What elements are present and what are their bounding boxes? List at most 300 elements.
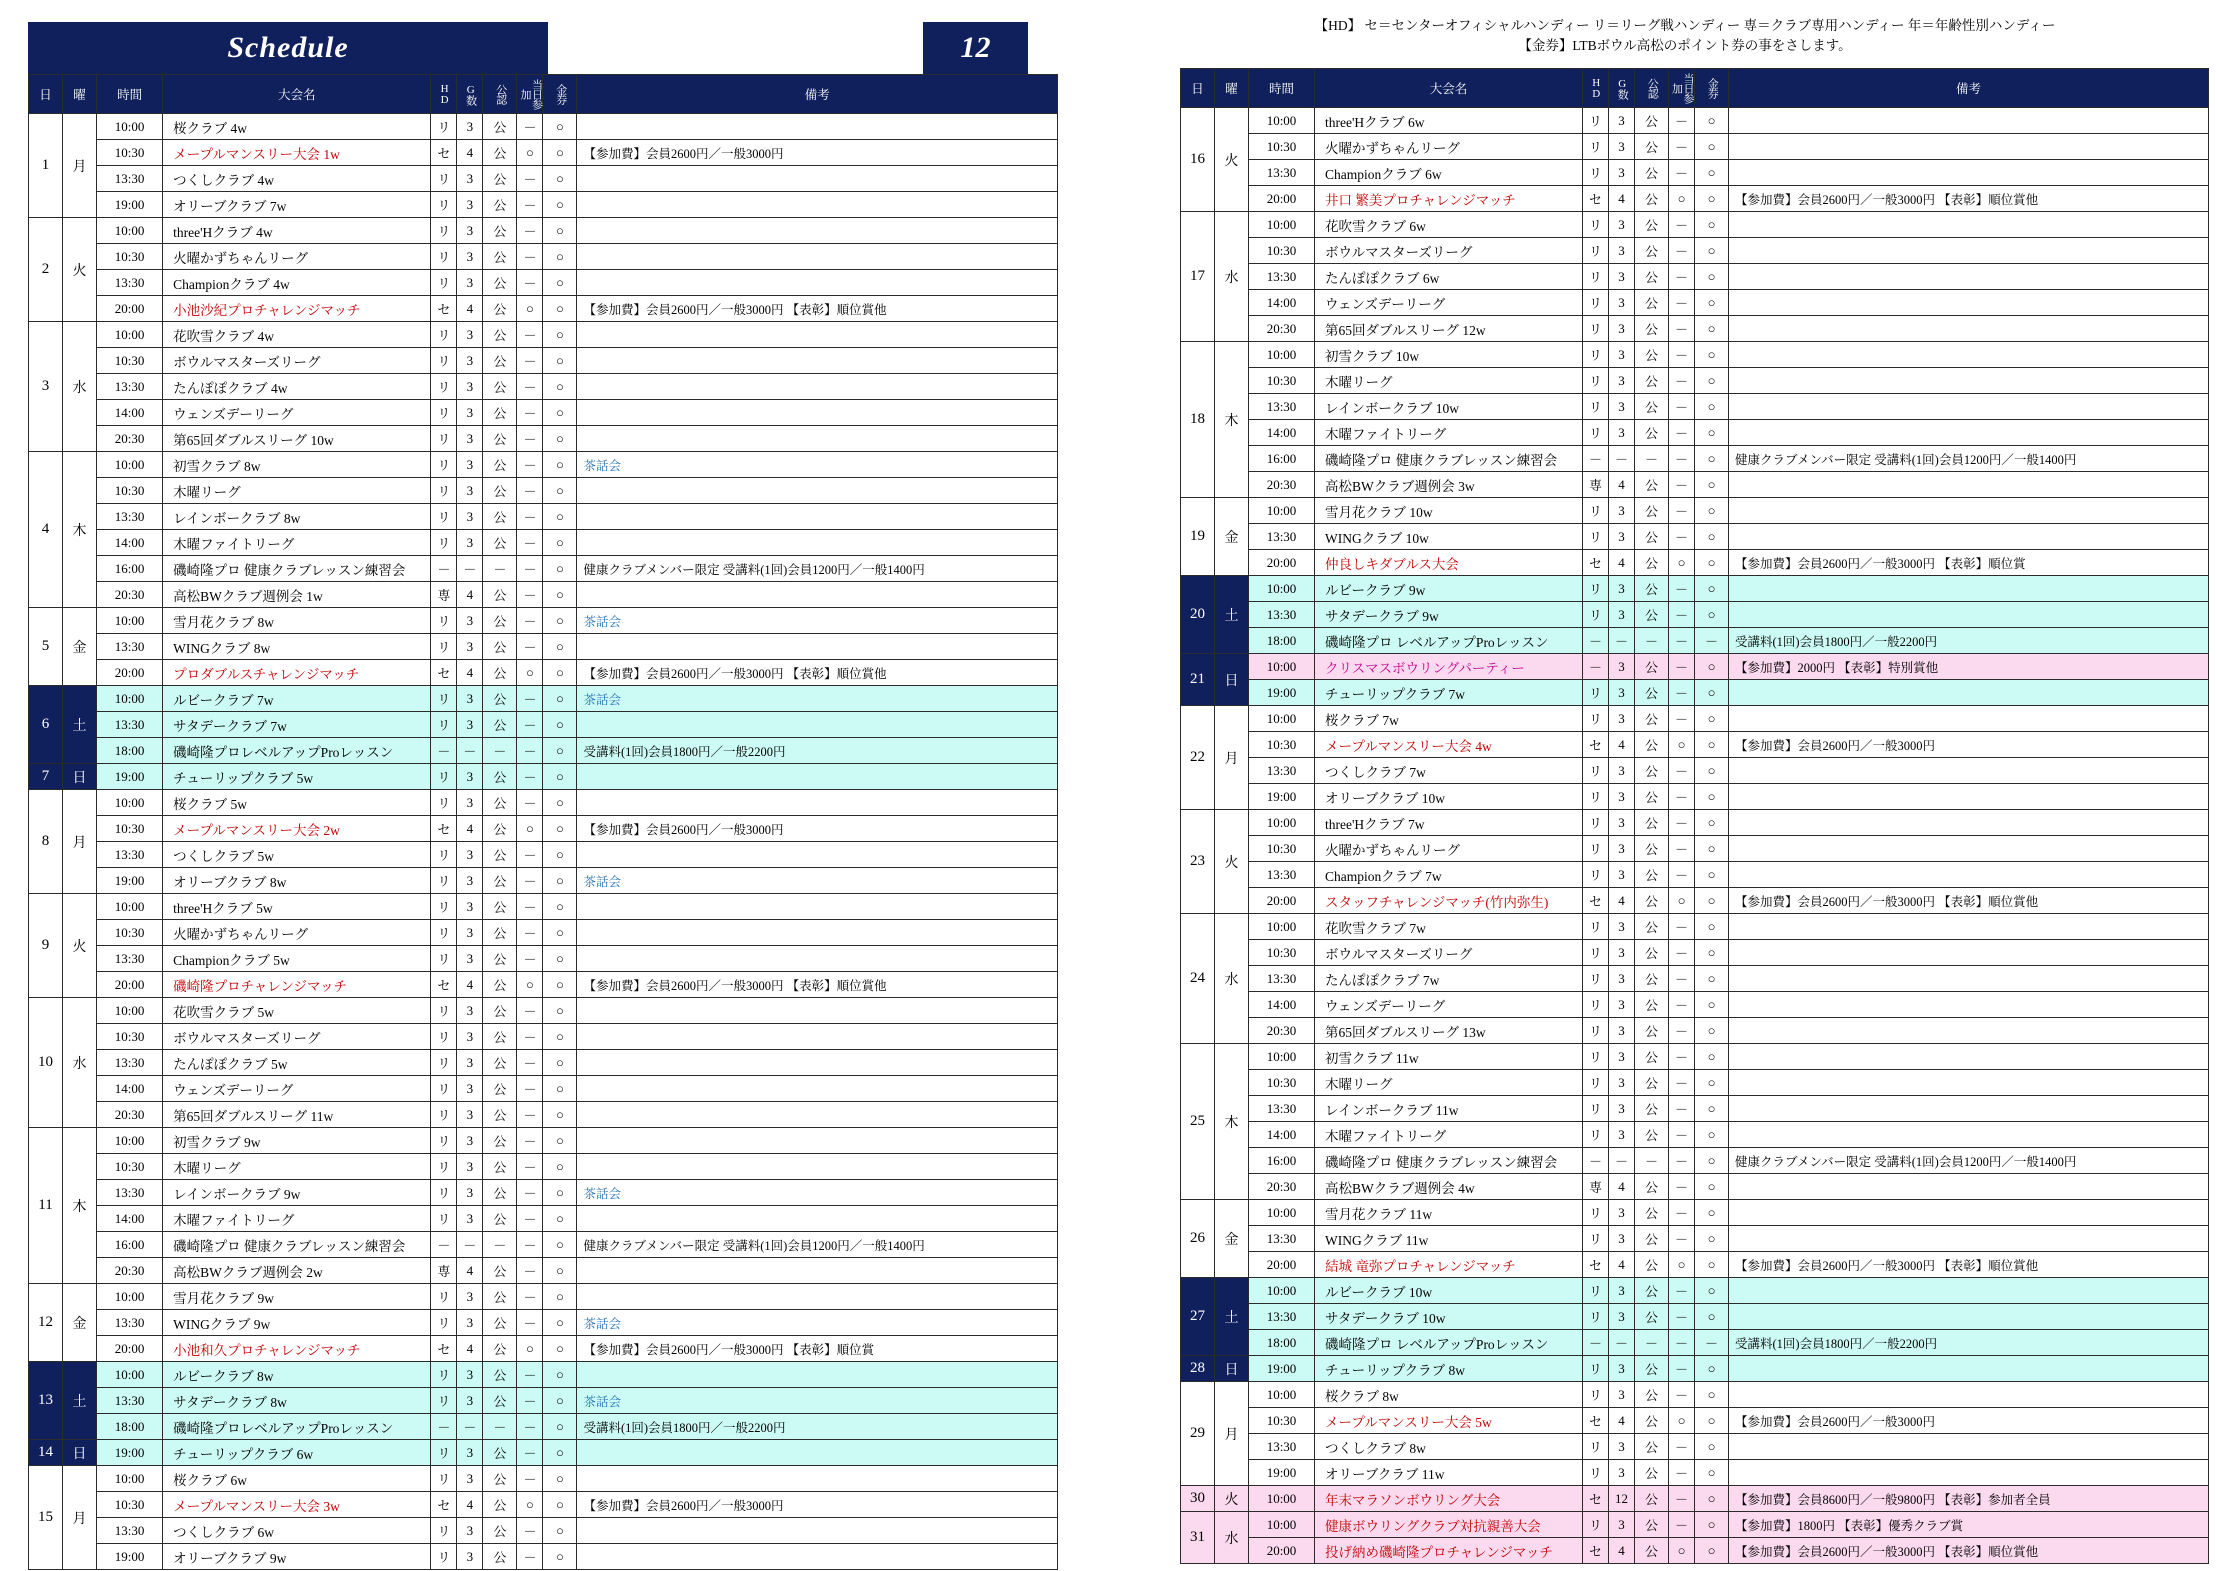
official-flag: 公 bbox=[1635, 1356, 1669, 1382]
schedule-banner bbox=[28, 22, 1058, 74]
coupon-flag: ○ bbox=[1695, 368, 1729, 394]
schedule-row bbox=[29, 1440, 1058, 1466]
coupon-flag: ○ bbox=[543, 790, 577, 816]
game-count: 4 bbox=[1609, 1408, 1635, 1434]
official-flag: 公 bbox=[1635, 966, 1669, 992]
day-number: 6 bbox=[29, 686, 63, 764]
game-count: 3 bbox=[457, 270, 483, 296]
schedule-row bbox=[1181, 342, 2209, 368]
event-name: スタッフチャレンジマッチ(竹内弥生) bbox=[1315, 888, 1583, 914]
coupon-flag: ○ bbox=[543, 842, 577, 868]
same-day-entry: － bbox=[517, 712, 543, 738]
event-note bbox=[1729, 342, 2209, 368]
handicap-type: リ bbox=[431, 530, 457, 556]
event-time: 19:00 bbox=[1249, 1460, 1315, 1486]
same-day-entry: － bbox=[1669, 1122, 1695, 1148]
coupon-flag: ○ bbox=[543, 140, 577, 166]
same-day-entry: － bbox=[517, 738, 543, 764]
event-time: 13:30 bbox=[1249, 602, 1315, 628]
official-flag: 公 bbox=[483, 322, 517, 348]
header-coupon: 金券 bbox=[543, 75, 577, 114]
header-hd: HD bbox=[1583, 69, 1609, 108]
coupon-flag: ○ bbox=[543, 738, 577, 764]
game-count: 4 bbox=[1609, 1252, 1635, 1278]
day-of-week: 木 bbox=[63, 452, 97, 608]
event-time: 10:00 bbox=[97, 1362, 163, 1388]
event-name: 火曜かずちゃんリーグ bbox=[1315, 134, 1583, 160]
game-count: 3 bbox=[457, 1310, 483, 1336]
event-name: Championクラブ 6w bbox=[1315, 160, 1583, 186]
event-note bbox=[577, 478, 1058, 504]
day-number: 13 bbox=[29, 1362, 63, 1440]
handicap-type: リ bbox=[431, 686, 457, 712]
day-of-week: 日 bbox=[1215, 654, 1249, 706]
schedule-row bbox=[29, 816, 1058, 842]
same-day-entry: － bbox=[1669, 966, 1695, 992]
schedule-row bbox=[1181, 420, 2209, 446]
handicap-type: リ bbox=[431, 1128, 457, 1154]
same-day-entry: ○ bbox=[1669, 732, 1695, 758]
event-note bbox=[577, 998, 1058, 1024]
coupon-flag: ○ bbox=[543, 1102, 577, 1128]
schedule-body-left bbox=[29, 114, 1058, 1570]
same-day-entry: － bbox=[517, 1258, 543, 1284]
event-note: 【参加費】会員2600円／一般3000円 【表彰】順位賞他 bbox=[1729, 1252, 2209, 1278]
event-note bbox=[1729, 1122, 2209, 1148]
event-name: つくしクラブ 7w bbox=[1315, 758, 1583, 784]
same-day-entry: － bbox=[517, 1180, 543, 1206]
game-count: 3 bbox=[457, 1544, 483, 1570]
schedule-row bbox=[1181, 394, 2209, 420]
event-name: three'Hクラブ 4w bbox=[163, 218, 431, 244]
schedule-row bbox=[29, 270, 1058, 296]
schedule-row bbox=[29, 192, 1058, 218]
event-time: 20:00 bbox=[1249, 888, 1315, 914]
event-time: 10:00 bbox=[1249, 212, 1315, 238]
event-name: クリスマスボウリングパーティー bbox=[1315, 654, 1583, 680]
event-note: 【参加費】会員2600円／一般3000円 bbox=[577, 1492, 1058, 1518]
event-time: 20:00 bbox=[1249, 1538, 1315, 1564]
event-name: 第65回ダブルスリーグ 13w bbox=[1315, 1018, 1583, 1044]
event-note: 【参加費】会員2600円／一般3000円 【表彰】順位賞 bbox=[577, 1336, 1058, 1362]
event-note bbox=[577, 400, 1058, 426]
event-time: 19:00 bbox=[1249, 1356, 1315, 1382]
event-time: 10:00 bbox=[97, 218, 163, 244]
game-count: 3 bbox=[457, 504, 483, 530]
game-count: 3 bbox=[1609, 212, 1635, 238]
event-name: つくしクラブ 5w bbox=[163, 842, 431, 868]
schedule-row bbox=[29, 660, 1058, 686]
event-name: サタデークラブ 8w bbox=[163, 1388, 431, 1414]
day-number: 30 bbox=[1181, 1486, 1215, 1512]
official-flag: 公 bbox=[483, 374, 517, 400]
official-flag: 公 bbox=[1635, 186, 1669, 212]
coupon-flag: ○ bbox=[1695, 940, 1729, 966]
event-time: 13:30 bbox=[1249, 1434, 1315, 1460]
official-flag: 公 bbox=[483, 712, 517, 738]
event-time: 13:30 bbox=[97, 712, 163, 738]
game-count: 3 bbox=[1609, 1070, 1635, 1096]
official-flag: 公 bbox=[1635, 420, 1669, 446]
game-count: 3 bbox=[1609, 1460, 1635, 1486]
handicap-type: リ bbox=[1583, 524, 1609, 550]
event-name: ボウルマスターズリーグ bbox=[163, 1024, 431, 1050]
event-note bbox=[577, 764, 1058, 790]
coupon-flag: ○ bbox=[543, 686, 577, 712]
same-day-entry: － bbox=[1669, 290, 1695, 316]
game-count: 4 bbox=[1609, 1174, 1635, 1200]
event-time: 10:00 bbox=[97, 114, 163, 140]
coupon-flag: ○ bbox=[1695, 758, 1729, 784]
day-of-week: 水 bbox=[63, 998, 97, 1128]
game-count: 3 bbox=[1609, 134, 1635, 160]
game-count: 3 bbox=[457, 608, 483, 634]
day-of-week: 水 bbox=[1215, 1512, 1249, 1564]
schedule-row bbox=[1181, 1226, 2209, 1252]
event-name: 磯崎隆プロ 健康クラブレッスン練習会 bbox=[163, 1232, 431, 1258]
day-number: 4 bbox=[29, 452, 63, 608]
same-day-entry: － bbox=[1669, 862, 1695, 888]
game-count: 3 bbox=[1609, 1278, 1635, 1304]
event-note bbox=[577, 374, 1058, 400]
official-flag: 公 bbox=[1635, 1538, 1669, 1564]
same-day-entry: － bbox=[517, 1232, 543, 1258]
header-ko: 公認 bbox=[483, 75, 517, 114]
schedule-row bbox=[1181, 524, 2209, 550]
game-count: 3 bbox=[1609, 1096, 1635, 1122]
schedule-row bbox=[29, 1050, 1058, 1076]
event-note bbox=[577, 1362, 1058, 1388]
event-name: 磯崎隆プロ 健康クラブレッスン練習会 bbox=[1315, 446, 1583, 472]
handicap-type: リ bbox=[1583, 576, 1609, 602]
official-flag: 公 bbox=[483, 920, 517, 946]
same-day-entry: － bbox=[1669, 1486, 1695, 1512]
same-day-entry: － bbox=[1669, 628, 1695, 654]
schedule-row bbox=[1181, 940, 2209, 966]
event-note: 【参加費】会員2600円／一般3000円 【表彰】順位賞他 bbox=[1729, 888, 2209, 914]
handicap-type: リ bbox=[1583, 1070, 1609, 1096]
official-flag: 公 bbox=[1635, 1382, 1669, 1408]
event-time: 10:00 bbox=[97, 686, 163, 712]
event-time: 10:30 bbox=[97, 478, 163, 504]
coupon-flag: ○ bbox=[543, 244, 577, 270]
official-flag: 公 bbox=[1635, 238, 1669, 264]
event-name: レインボークラブ 9w bbox=[163, 1180, 431, 1206]
schedule-row bbox=[1181, 654, 2209, 680]
game-count: 3 bbox=[457, 322, 483, 348]
event-time: 20:00 bbox=[97, 1336, 163, 1362]
game-count: 3 bbox=[457, 712, 483, 738]
schedule-row bbox=[29, 296, 1058, 322]
schedule-row bbox=[1181, 706, 2209, 732]
handicap-type: リ bbox=[1583, 1018, 1609, 1044]
official-flag: 公 bbox=[483, 400, 517, 426]
day-of-week: 日 bbox=[1215, 1356, 1249, 1382]
same-day-entry: － bbox=[517, 556, 543, 582]
schedule-row bbox=[1181, 290, 2209, 316]
schedule-row bbox=[1181, 1096, 2209, 1122]
coupon-flag: ○ bbox=[543, 1414, 577, 1440]
event-note: 茶話会 bbox=[577, 686, 1058, 712]
game-count: 4 bbox=[1609, 472, 1635, 498]
event-name: たんぽぽクラブ 4w bbox=[163, 374, 431, 400]
schedule-row bbox=[1181, 602, 2209, 628]
coupon-flag: ○ bbox=[1695, 1382, 1729, 1408]
game-count: － bbox=[1609, 446, 1635, 472]
coupon-flag: ○ bbox=[1695, 1512, 1729, 1538]
handicap-type: リ bbox=[1583, 212, 1609, 238]
official-flag: 公 bbox=[483, 478, 517, 504]
event-time: 13:30 bbox=[1249, 862, 1315, 888]
schedule-row bbox=[1181, 1174, 2209, 1200]
same-day-entry: － bbox=[1669, 472, 1695, 498]
event-name: 初雪クラブ 8w bbox=[163, 452, 431, 478]
event-time: 14:00 bbox=[1249, 1122, 1315, 1148]
coupon-flag: ○ bbox=[543, 348, 577, 374]
handicap-type: リ bbox=[431, 192, 457, 218]
official-flag: 公 bbox=[483, 348, 517, 374]
event-name: レインボークラブ 8w bbox=[163, 504, 431, 530]
schedule-row bbox=[1181, 1356, 2209, 1382]
legend-line-2: 【金券】LTBボウル高松のポイント券の事をさします。 bbox=[1518, 37, 1852, 53]
header-today-join: 当日参加 bbox=[1669, 69, 1695, 108]
official-flag: 公 bbox=[483, 998, 517, 1024]
day-number: 20 bbox=[1181, 576, 1215, 654]
event-time: 10:00 bbox=[97, 608, 163, 634]
event-note bbox=[1729, 1070, 2209, 1096]
event-name: オリーブクラブ 9w bbox=[163, 1544, 431, 1570]
coupon-flag: ○ bbox=[543, 1076, 577, 1102]
handicap-type: セ bbox=[1583, 186, 1609, 212]
event-note bbox=[1729, 420, 2209, 446]
coupon-flag: ○ bbox=[543, 608, 577, 634]
same-day-entry: － bbox=[517, 1414, 543, 1440]
event-time: 10:00 bbox=[1249, 1278, 1315, 1304]
day-number: 29 bbox=[1181, 1382, 1215, 1486]
event-time: 14:00 bbox=[97, 400, 163, 426]
handicap-type: リ bbox=[431, 1180, 457, 1206]
event-time: 20:30 bbox=[97, 1102, 163, 1128]
schedule-row bbox=[29, 1024, 1058, 1050]
schedule-row bbox=[1181, 368, 2209, 394]
official-flag: 公 bbox=[483, 816, 517, 842]
coupon-flag: ○ bbox=[543, 1128, 577, 1154]
same-day-entry: － bbox=[517, 686, 543, 712]
coupon-flag: ○ bbox=[543, 1232, 577, 1258]
event-name: 木曜ファイトリーグ bbox=[163, 1206, 431, 1232]
table-header-row bbox=[1181, 69, 2209, 108]
handicap-type: リ bbox=[1583, 966, 1609, 992]
event-name: 第65回ダブルスリーグ 12w bbox=[1315, 316, 1583, 342]
event-note bbox=[577, 842, 1058, 868]
event-note bbox=[577, 1050, 1058, 1076]
handicap-type: リ bbox=[431, 504, 457, 530]
event-note bbox=[577, 426, 1058, 452]
coupon-flag: ○ bbox=[543, 400, 577, 426]
coupon-flag: ○ bbox=[1695, 212, 1729, 238]
schedule-row bbox=[29, 374, 1058, 400]
game-count: 3 bbox=[457, 244, 483, 270]
game-count: 3 bbox=[457, 530, 483, 556]
schedule-table-right bbox=[1180, 68, 2209, 1564]
coupon-flag: ○ bbox=[543, 972, 577, 998]
official-flag: 公 bbox=[483, 1388, 517, 1414]
same-day-entry: － bbox=[517, 374, 543, 400]
event-note: 【参加費】2000円 【表彰】特別賞他 bbox=[1729, 654, 2209, 680]
event-note bbox=[1729, 1018, 2209, 1044]
game-count: 3 bbox=[457, 1466, 483, 1492]
event-name: 磯崎隆プロチャレンジマッチ bbox=[163, 972, 431, 998]
event-note bbox=[1729, 836, 2209, 862]
event-time: 13:30 bbox=[97, 270, 163, 296]
official-flag: 公 bbox=[483, 1154, 517, 1180]
schedule-row bbox=[1181, 914, 2209, 940]
page-title: Schedule bbox=[227, 31, 349, 64]
game-count: 3 bbox=[1609, 966, 1635, 992]
handicap-type: － bbox=[431, 738, 457, 764]
event-note bbox=[577, 1128, 1058, 1154]
same-day-entry: － bbox=[517, 426, 543, 452]
official-flag: 公 bbox=[1635, 914, 1669, 940]
coupon-flag: ○ bbox=[543, 192, 577, 218]
schedule-row bbox=[1181, 1382, 2209, 1408]
same-day-entry: － bbox=[517, 1102, 543, 1128]
coupon-flag: ○ bbox=[1695, 810, 1729, 836]
event-time: 13:30 bbox=[1249, 160, 1315, 186]
schedule-row bbox=[29, 1102, 1058, 1128]
event-name: 木曜リーグ bbox=[1315, 1070, 1583, 1096]
same-day-entry: － bbox=[1669, 1460, 1695, 1486]
event-time: 10:30 bbox=[97, 1492, 163, 1518]
day-number: 11 bbox=[29, 1128, 63, 1284]
game-count: 3 bbox=[457, 1362, 483, 1388]
official-flag: 公 bbox=[483, 1076, 517, 1102]
day-number: 23 bbox=[1181, 810, 1215, 914]
coupon-flag: ○ bbox=[543, 868, 577, 894]
day-number: 24 bbox=[1181, 914, 1215, 1044]
schedule-row bbox=[29, 1284, 1058, 1310]
game-count: 3 bbox=[1609, 1018, 1635, 1044]
handicap-type: セ bbox=[431, 816, 457, 842]
handicap-type: － bbox=[1583, 1148, 1609, 1174]
official-flag: 公 bbox=[483, 1284, 517, 1310]
schedule-row bbox=[29, 1518, 1058, 1544]
official-flag: 公 bbox=[483, 140, 517, 166]
handicap-type: リ bbox=[1583, 498, 1609, 524]
header-g: G数 bbox=[1609, 69, 1635, 108]
schedule-body-right bbox=[1181, 108, 2209, 1564]
day-of-week: 火 bbox=[1215, 810, 1249, 914]
day-number: 21 bbox=[1181, 654, 1215, 706]
same-day-entry: － bbox=[1669, 420, 1695, 446]
event-time: 10:00 bbox=[97, 894, 163, 920]
coupon-flag: ○ bbox=[1695, 290, 1729, 316]
schedule-row bbox=[29, 218, 1058, 244]
event-note: 茶話会 bbox=[577, 1310, 1058, 1336]
same-day-entry: － bbox=[517, 608, 543, 634]
game-count: － bbox=[1609, 1148, 1635, 1174]
same-day-entry: － bbox=[1669, 602, 1695, 628]
event-note bbox=[1729, 498, 2209, 524]
same-day-entry: － bbox=[517, 1388, 543, 1414]
game-count: 3 bbox=[457, 868, 483, 894]
legend bbox=[1180, 16, 2190, 68]
schedule-row bbox=[29, 1492, 1058, 1518]
event-time: 14:00 bbox=[1249, 992, 1315, 1018]
schedule-row bbox=[29, 1258, 1058, 1284]
event-note bbox=[1729, 1044, 2209, 1070]
handicap-type: リ bbox=[431, 1388, 457, 1414]
event-note bbox=[1729, 472, 2209, 498]
right-column bbox=[1180, 0, 2190, 1564]
handicap-type: リ bbox=[431, 1076, 457, 1102]
event-note: 茶話会 bbox=[577, 868, 1058, 894]
same-day-entry: － bbox=[517, 166, 543, 192]
game-count: 3 bbox=[1609, 160, 1635, 186]
event-name: WINGクラブ 8w bbox=[163, 634, 431, 660]
handicap-type: セ bbox=[431, 296, 457, 322]
header-hd: HD bbox=[431, 75, 457, 114]
coupon-flag: ○ bbox=[543, 270, 577, 296]
coupon-flag: ○ bbox=[1695, 1304, 1729, 1330]
event-note: 【参加費】会員2600円／一般3000円 【表彰】順位賞 bbox=[1729, 550, 2209, 576]
schedule-row bbox=[29, 1362, 1058, 1388]
official-flag: 公 bbox=[1635, 108, 1669, 134]
event-time: 13:30 bbox=[97, 1310, 163, 1336]
event-time: 19:00 bbox=[1249, 680, 1315, 706]
same-day-entry: － bbox=[1669, 1044, 1695, 1070]
schedule-row bbox=[29, 1388, 1058, 1414]
event-note bbox=[1729, 602, 2209, 628]
event-name: 年末マラソンボウリング大会 bbox=[1315, 1486, 1583, 1512]
official-flag: 公 bbox=[1635, 134, 1669, 160]
event-name: 木曜ファイトリーグ bbox=[1315, 1122, 1583, 1148]
coupon-flag: ○ bbox=[1695, 576, 1729, 602]
game-count: 3 bbox=[457, 1128, 483, 1154]
event-note: 受講料(1回)会員1800円／一般2200円 bbox=[577, 738, 1058, 764]
game-count: 3 bbox=[457, 192, 483, 218]
schedule-row bbox=[29, 140, 1058, 166]
event-note bbox=[577, 790, 1058, 816]
coupon-flag: ○ bbox=[1695, 264, 1729, 290]
game-count: 3 bbox=[1609, 290, 1635, 316]
handicap-type: リ bbox=[431, 270, 457, 296]
handicap-type: リ bbox=[431, 998, 457, 1024]
event-name: 桜クラブ 7w bbox=[1315, 706, 1583, 732]
event-name: 花吹雪クラブ 5w bbox=[163, 998, 431, 1024]
event-note bbox=[577, 218, 1058, 244]
handicap-type: リ bbox=[431, 244, 457, 270]
event-note bbox=[1729, 238, 2209, 264]
game-count: 4 bbox=[457, 1492, 483, 1518]
official-flag: 公 bbox=[483, 790, 517, 816]
handicap-type: セ bbox=[431, 660, 457, 686]
event-note bbox=[1729, 914, 2209, 940]
event-time: 13:30 bbox=[97, 1518, 163, 1544]
same-day-entry: ○ bbox=[517, 1336, 543, 1362]
page-number: 12 bbox=[923, 22, 1028, 74]
event-note bbox=[577, 920, 1058, 946]
event-name: サタデークラブ 7w bbox=[163, 712, 431, 738]
event-time: 10:00 bbox=[1249, 342, 1315, 368]
handicap-type: セ bbox=[1583, 1486, 1609, 1512]
same-day-entry: － bbox=[517, 114, 543, 140]
game-count: 4 bbox=[457, 660, 483, 686]
event-time: 10:30 bbox=[1249, 1408, 1315, 1434]
game-count: 3 bbox=[457, 1284, 483, 1310]
coupon-flag: ○ bbox=[1695, 1460, 1729, 1486]
schedule-row bbox=[1181, 758, 2209, 784]
